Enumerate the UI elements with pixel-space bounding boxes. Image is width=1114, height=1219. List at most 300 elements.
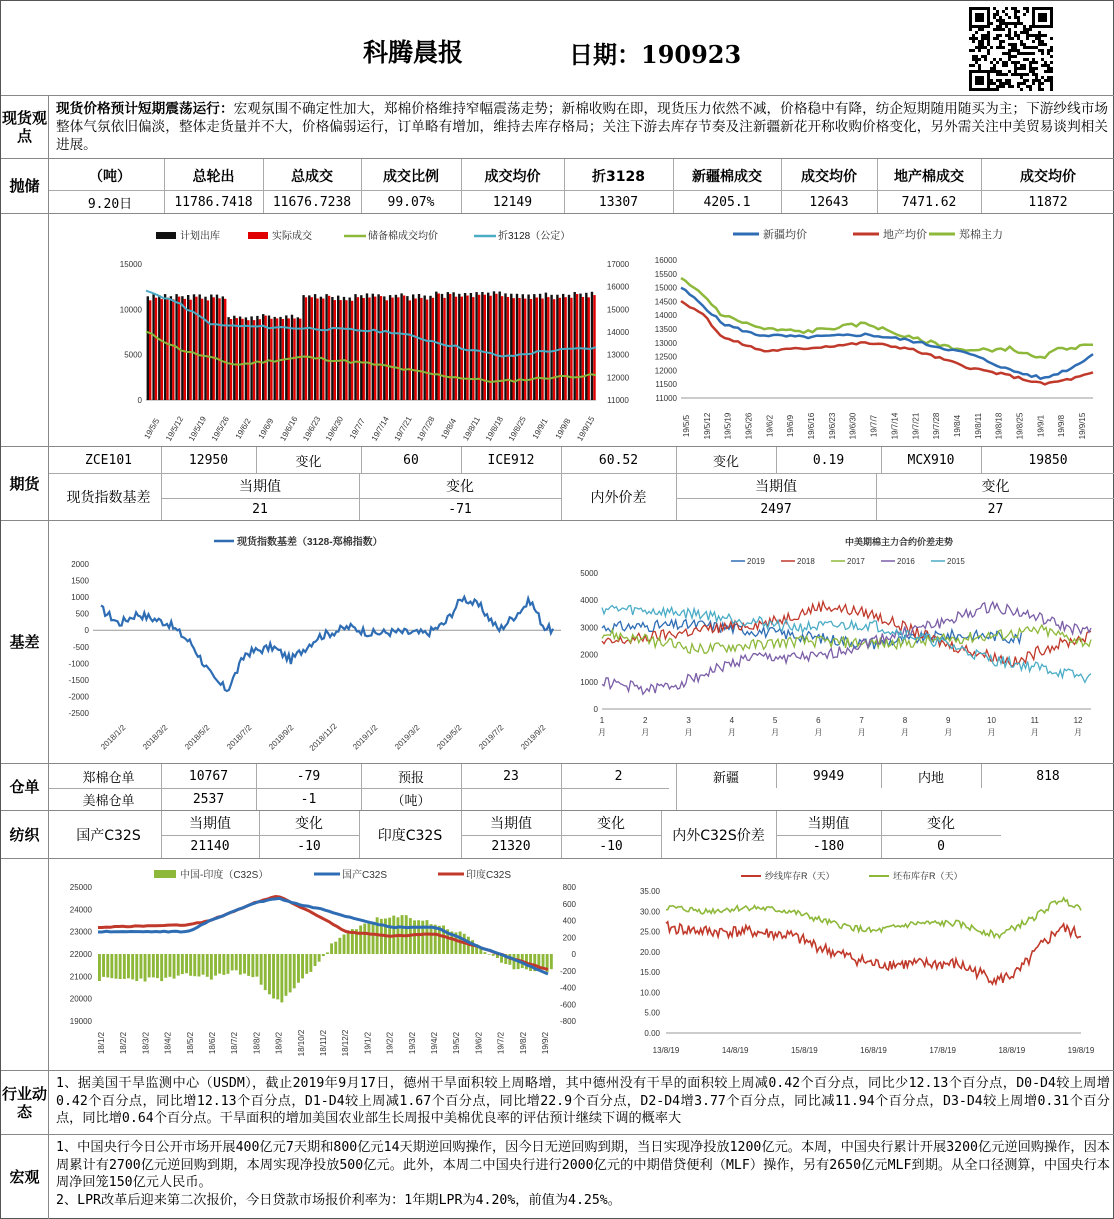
bar-deal bbox=[299, 319, 301, 400]
bar-plan bbox=[170, 296, 172, 400]
y-tick: 13000 bbox=[654, 338, 677, 348]
bar-diff bbox=[272, 954, 275, 999]
bar-diff bbox=[256, 954, 259, 977]
divider bbox=[561, 447, 562, 473]
y-tick: 0 bbox=[593, 705, 598, 714]
bar-diff bbox=[181, 954, 184, 974]
bar-plan bbox=[585, 293, 587, 400]
x-tick: 8 bbox=[902, 716, 908, 725]
x-tick: 19/8/2 bbox=[518, 1031, 528, 1055]
bar-deal bbox=[253, 320, 255, 400]
bar-deal bbox=[201, 299, 203, 400]
bar-plan bbox=[233, 316, 235, 400]
divider bbox=[981, 764, 982, 788]
macro-text bbox=[56, 1139, 1110, 1209]
futures-row2-0: 现货指数基差 bbox=[66, 490, 151, 506]
bar-deal bbox=[311, 297, 313, 400]
x-tick: 19/6/16 bbox=[278, 414, 300, 443]
bar-plan bbox=[406, 296, 408, 400]
bar-diff bbox=[193, 954, 196, 976]
x-tick: 19/2/2 bbox=[385, 1031, 395, 1055]
y-tick: 3000 bbox=[580, 623, 598, 633]
bar-diff bbox=[222, 954, 225, 975]
auction-header-6: 新疆棉成交 bbox=[692, 169, 762, 185]
bar-diff bbox=[202, 954, 205, 975]
warehouse-row1-5: 2 bbox=[614, 768, 623, 784]
bar-plan bbox=[325, 294, 327, 400]
bar-plan bbox=[550, 295, 552, 400]
bar-deal bbox=[334, 300, 336, 400]
textile-cur-label-0: 当期值 bbox=[189, 816, 231, 832]
bar-diff bbox=[98, 954, 101, 981]
divider bbox=[661, 811, 662, 858]
textile-section bbox=[1, 811, 1114, 859]
x-tick: 2019/9/2 bbox=[519, 723, 548, 752]
report-title: 科腾晨报 bbox=[363, 38, 464, 67]
y-left-tick: 23000 bbox=[69, 927, 92, 937]
x-tick: 18/6/2 bbox=[208, 1031, 217, 1055]
y-right-tick: 400 bbox=[562, 916, 576, 926]
warehouse-label: 仓单 bbox=[1, 764, 49, 810]
spot-section bbox=[1, 96, 1114, 159]
x-tick: 19/6/2 bbox=[474, 1031, 484, 1055]
divider bbox=[776, 447, 777, 473]
bar-plan bbox=[372, 294, 374, 400]
bar-diff bbox=[251, 954, 254, 977]
futures-row1-9: 19850 bbox=[1028, 452, 1068, 468]
bar-plan bbox=[354, 294, 356, 400]
y-left-tick: 19000 bbox=[69, 1017, 92, 1026]
divider bbox=[881, 447, 882, 473]
x-tick-unit: 月 bbox=[987, 728, 996, 737]
textile-chg-label-1: 变化 bbox=[597, 816, 625, 832]
bar-diff bbox=[542, 954, 545, 968]
bar-plan bbox=[193, 294, 195, 400]
y-tick: 12000 bbox=[654, 366, 677, 376]
legend-label-1: 坯布库存R（天） bbox=[893, 871, 963, 881]
x-tick: 2 bbox=[643, 716, 648, 725]
bar-deal bbox=[363, 298, 365, 400]
auction-header-1: 总轮出 bbox=[192, 169, 235, 185]
x-tick: 19/6/23 bbox=[827, 412, 837, 440]
auction-value-3: 99.07% bbox=[387, 194, 435, 210]
bar-deal bbox=[466, 296, 468, 401]
auction-section bbox=[1, 159, 1114, 214]
header bbox=[1, 1, 1114, 96]
bar-deal bbox=[241, 319, 243, 400]
bar-plan bbox=[210, 295, 212, 401]
y-tick: 15.00 bbox=[639, 968, 660, 978]
spot-body: 宏观氛围不确定性加大，郑棉价格维持窄幅震荡走势；新棉收购在即，现货压力依然不减，价格稳中有降，纺企短期随用随买为主；下游纱线市场整体气氛依旧偏淡，整体走货量并不大，价格偏弱运行，订单略有增加，维持去库存格局；关注下游去库存节奏及注新疆新花开称收购价格变化，另外需关注中美贸易谈判相关进展。 bbox=[56, 101, 1108, 153]
bar-diff bbox=[123, 954, 126, 979]
bar-deal bbox=[213, 297, 215, 400]
x-tick: 19/6/9 bbox=[786, 414, 796, 438]
bar-plan bbox=[199, 294, 201, 400]
x-tick: 18/9/2 bbox=[274, 1031, 284, 1055]
basis-chart bbox=[56, 529, 566, 761]
bar-diff bbox=[239, 954, 242, 975]
bar-diff bbox=[198, 954, 201, 977]
bar-deal bbox=[547, 297, 549, 400]
divider bbox=[361, 447, 362, 473]
auction-value-0: 9.20日 bbox=[87, 196, 133, 212]
bar-plan bbox=[516, 294, 518, 400]
bar-plan bbox=[591, 292, 593, 400]
legend-swatch bbox=[156, 232, 176, 239]
bar-plan bbox=[545, 293, 547, 400]
x-tick: 19/7/14 bbox=[890, 412, 900, 440]
bar-plan bbox=[470, 293, 472, 400]
y-left-tick: 0 bbox=[137, 396, 142, 405]
divider bbox=[561, 788, 562, 810]
bar-diff bbox=[268, 954, 271, 994]
bar-deal bbox=[316, 299, 318, 401]
x-tick: 18/12/2 bbox=[341, 1029, 351, 1057]
divider bbox=[461, 835, 661, 836]
divider bbox=[673, 159, 674, 213]
y-tick: 0 bbox=[84, 626, 89, 636]
auction-value-8: 7471.62 bbox=[901, 194, 957, 210]
divider bbox=[256, 764, 257, 788]
basis-label: 基差 bbox=[1, 521, 49, 763]
legend-label-2: 储备棉成交均价 bbox=[368, 231, 438, 242]
bar-diff bbox=[285, 954, 288, 996]
bar-diff bbox=[189, 954, 192, 976]
textile-name-2: 内外C32S价差 bbox=[672, 827, 765, 844]
x-tick: 18/4/2 bbox=[163, 1031, 173, 1055]
warehouse-row1-7: 9949 bbox=[812, 768, 845, 784]
bar-diff bbox=[177, 954, 180, 976]
y-left-tick: 5000 bbox=[124, 350, 142, 360]
x-tick-unit: 月 bbox=[814, 728, 823, 737]
y-left-tick: 21000 bbox=[69, 972, 92, 982]
textile-name-0: 国产C32S bbox=[76, 827, 141, 844]
futures-row2-5: 变化 bbox=[981, 479, 1010, 495]
y-tick: 5.00 bbox=[644, 1008, 660, 1018]
textile-name-1: 印度C32S bbox=[377, 827, 443, 844]
bar-deal bbox=[495, 294, 497, 400]
futures-row3-0: 21 bbox=[252, 501, 268, 517]
auction-value-2: 11676.7238 bbox=[272, 194, 352, 210]
x-tick: 2018/11/2 bbox=[307, 721, 339, 753]
bar-deal bbox=[576, 294, 578, 400]
y-tick: 30.00 bbox=[639, 907, 660, 917]
divider bbox=[981, 447, 982, 473]
bar-deal bbox=[524, 299, 526, 400]
bar-deal bbox=[530, 299, 532, 400]
bar-plan bbox=[245, 317, 247, 400]
auction-header-8: 地产棉成交 bbox=[894, 169, 964, 185]
warehouse-section bbox=[1, 764, 1114, 811]
textile-cur-label-2: 当期值 bbox=[807, 816, 850, 832]
bar-deal bbox=[536, 298, 538, 401]
bar-diff bbox=[289, 954, 292, 992]
futures-row1-2: 变化 bbox=[295, 454, 322, 470]
bar-deal bbox=[414, 299, 416, 401]
bar-plan bbox=[412, 294, 414, 400]
y-tick: -2000 bbox=[68, 692, 89, 702]
bar-diff bbox=[140, 954, 143, 979]
warehouse-row1-8: 内地 bbox=[917, 770, 944, 786]
bar-deal bbox=[501, 296, 503, 400]
y-tick: 12500 bbox=[654, 352, 677, 362]
bar-diff bbox=[110, 954, 113, 978]
x-tick-unit: 月 bbox=[598, 728, 606, 737]
bar-diff bbox=[550, 954, 553, 969]
bar-deal bbox=[236, 318, 238, 400]
y-right-tick: 0 bbox=[571, 950, 576, 959]
x-tick: 2018/9/2 bbox=[267, 723, 296, 752]
bar-deal bbox=[189, 300, 191, 400]
bar-deal bbox=[184, 299, 186, 400]
y-tick: -500 bbox=[72, 642, 89, 652]
chart-row-1 bbox=[1, 214, 1114, 447]
bar-plan bbox=[579, 294, 581, 400]
divider bbox=[676, 447, 677, 473]
bar-diff bbox=[115, 954, 118, 979]
bar-deal bbox=[166, 298, 168, 401]
bar-plan bbox=[308, 295, 310, 400]
y-right-tick: -800 bbox=[559, 1017, 576, 1026]
y-tick: 1500 bbox=[71, 576, 89, 586]
bar-diff bbox=[297, 954, 300, 983]
x-tick: 19/9/8 bbox=[1057, 414, 1067, 438]
bar-diff bbox=[173, 954, 176, 979]
bar-diff bbox=[169, 954, 172, 977]
futures-row3-1: -71 bbox=[448, 501, 472, 517]
x-tick: 7 bbox=[859, 716, 864, 725]
futures-row1-5: 60.52 bbox=[598, 452, 639, 468]
bar-plan bbox=[424, 296, 426, 401]
yarn-price-chart bbox=[56, 865, 596, 1070]
x-tick-unit: 月 bbox=[771, 728, 780, 737]
legend-label-1: 国产C32S bbox=[342, 870, 388, 881]
bar-plan bbox=[147, 296, 149, 400]
auction-value-7: 12643 bbox=[809, 194, 849, 210]
x-tick: 19/3/2 bbox=[407, 1031, 417, 1055]
auction-header-2: 总成交 bbox=[291, 169, 333, 185]
x-tick-unit: 月 bbox=[1074, 728, 1083, 737]
y-left-tick: 15000 bbox=[119, 260, 142, 269]
divider bbox=[361, 788, 362, 810]
x-tick: 19/6/23 bbox=[301, 414, 323, 443]
x-tick: 14/8/19 bbox=[721, 1046, 749, 1055]
bar-diff bbox=[309, 954, 312, 972]
bar-diff bbox=[135, 954, 138, 981]
bar-plan bbox=[400, 293, 402, 400]
bar-deal bbox=[455, 297, 457, 400]
bar-plan bbox=[562, 294, 564, 400]
x-tick: 19/5/2 bbox=[452, 1031, 462, 1055]
x-tick: 2018/7/2 bbox=[225, 723, 254, 752]
bar-plan bbox=[366, 293, 368, 400]
divider bbox=[161, 835, 359, 836]
y-right-tick: 800 bbox=[562, 883, 576, 892]
bar-deal bbox=[149, 300, 151, 400]
divider bbox=[564, 159, 565, 213]
legend-label-0: 中国-印度（C32S） bbox=[180, 870, 269, 881]
bar-diff bbox=[148, 954, 151, 977]
warehouse-row2-2: -1 bbox=[300, 791, 317, 807]
macro-section bbox=[1, 1135, 1114, 1219]
bar-diff bbox=[314, 954, 317, 966]
futures-section bbox=[1, 447, 1114, 521]
y-tick: -1500 bbox=[68, 675, 89, 685]
x-tick: 19/7/28 bbox=[415, 414, 437, 443]
bar-plan bbox=[504, 293, 506, 400]
x-tick: 18/8/2 bbox=[252, 1031, 262, 1055]
x-tick: 19/5/19 bbox=[186, 414, 209, 443]
auction-header-9: 成交均价 bbox=[1020, 169, 1076, 185]
y-tick: 15000 bbox=[654, 283, 677, 293]
x-tick: 2018/3/2 bbox=[141, 723, 170, 752]
bar-diff bbox=[144, 954, 147, 982]
bar-plan bbox=[256, 316, 258, 400]
y-tick: 11500 bbox=[655, 380, 677, 390]
qr-code-icon bbox=[955, 7, 1067, 91]
x-tick: 19/7/21 bbox=[392, 414, 414, 443]
y-tick: -1000 bbox=[68, 659, 89, 669]
divider bbox=[49, 190, 1114, 191]
x-tick: 19/7/21 bbox=[911, 412, 921, 440]
x-tick: 19/8/18 bbox=[483, 414, 506, 443]
warehouse-row1-6: 新疆 bbox=[712, 770, 739, 786]
x-tick: 19/9/15 bbox=[575, 414, 597, 443]
bar-deal bbox=[339, 300, 341, 400]
bar-diff bbox=[156, 954, 159, 978]
sino-us-spread-chart bbox=[569, 529, 1104, 761]
y-right-tick: 16000 bbox=[606, 282, 630, 292]
bar-diff bbox=[243, 954, 246, 974]
bar-deal bbox=[432, 298, 434, 400]
bar-plan bbox=[239, 317, 241, 401]
y-tick: 11000 bbox=[655, 394, 677, 403]
series-grey-cloth bbox=[666, 898, 1081, 938]
warehouse-row2-1: 2537 bbox=[192, 791, 225, 807]
bar-diff bbox=[185, 954, 188, 973]
futures-row2-1: 当期值 bbox=[239, 479, 281, 495]
divider bbox=[164, 159, 165, 213]
x-tick: 3 bbox=[686, 716, 691, 725]
bar-plan bbox=[337, 296, 339, 400]
bar-plan bbox=[533, 294, 535, 400]
bar-deal bbox=[391, 298, 393, 400]
chart-row-3-label bbox=[1, 859, 49, 1070]
legend-label-2: 郑棉主力 bbox=[959, 229, 1003, 241]
bar-deal bbox=[351, 301, 353, 400]
divider bbox=[676, 788, 677, 810]
bar-deal bbox=[472, 297, 474, 400]
futures-label: 期货 bbox=[1, 447, 49, 520]
bar-diff bbox=[301, 954, 304, 978]
bar-diff bbox=[372, 922, 375, 954]
macro-label: 宏观 bbox=[1, 1135, 49, 1219]
futures-row1-6: 变化 bbox=[712, 454, 739, 470]
y-left-tick: 24000 bbox=[69, 905, 92, 915]
warehouse-row1-0: 郑棉仓单 bbox=[82, 770, 135, 786]
x-tick: 18/8/19 bbox=[998, 1046, 1026, 1055]
bar-diff bbox=[293, 954, 296, 988]
bar-plan bbox=[320, 297, 322, 400]
x-tick: 16/8/19 bbox=[860, 1046, 887, 1055]
chart-title: 中美期棉主力合约价差走势 bbox=[844, 537, 954, 547]
bar-plan bbox=[279, 317, 281, 400]
x-tick: 19/8/18 bbox=[994, 412, 1004, 440]
bar-deal bbox=[345, 300, 347, 400]
bar-diff bbox=[322, 954, 325, 956]
bar-plan bbox=[539, 294, 541, 400]
spot-headline: 现货价格预计短期震荡运行： bbox=[56, 101, 234, 117]
bar-plan bbox=[377, 294, 379, 400]
legend-label-1: 2018 bbox=[797, 557, 815, 566]
bar-deal bbox=[161, 299, 163, 400]
bar-plan bbox=[568, 295, 570, 400]
bar-plan bbox=[314, 294, 316, 400]
bar-diff bbox=[343, 935, 346, 955]
auction-value-6: 4205.1 bbox=[703, 194, 751, 210]
divider bbox=[561, 473, 562, 520]
bar-diff bbox=[326, 952, 329, 954]
bar-plan bbox=[250, 316, 252, 400]
y-left-tick: 22000 bbox=[69, 950, 92, 959]
divider bbox=[461, 788, 462, 810]
x-tick: 19/6/9 bbox=[256, 416, 276, 441]
y-tick: 5000 bbox=[580, 569, 598, 578]
bar-diff bbox=[280, 954, 283, 1002]
industry-section bbox=[1, 1071, 1114, 1135]
divider bbox=[361, 764, 362, 788]
spot-label: 现货观点 bbox=[1, 96, 49, 158]
x-tick: 19/9/2 bbox=[541, 1031, 550, 1055]
bar-diff bbox=[318, 954, 321, 962]
x-tick: 19/8/19 bbox=[1067, 1046, 1095, 1055]
auction-header-5: 折3128 bbox=[592, 169, 645, 185]
divider bbox=[877, 159, 878, 213]
legend-label-2: 2017 bbox=[847, 557, 865, 566]
x-tick: 12 bbox=[1073, 716, 1083, 725]
macro-para-1: 1、中国央行今日公开市场开展400亿元7天期和800亿元14天期逆回购操作，因今日无逆回购到期，当日实现净投放1200亿元。本周，中国央行累计开展3200亿元逆回购操作，因本周累计有2700亿元逆回购到期，本周实现净投放500亿元。此外，本周二中国央行进行2000亿元的中期借贷便利（MLF）操作，另有2650亿元MLF到期。从全口径测算，中国央行本周净回笼150亿元人民币。 bbox=[56, 1140, 1110, 1190]
auction-label: 抛储 bbox=[1, 159, 49, 213]
divider bbox=[781, 159, 782, 213]
bar-deal bbox=[420, 298, 422, 400]
textile-chg-value-1: -10 bbox=[599, 839, 623, 854]
bar-diff bbox=[338, 938, 341, 954]
bar-plan bbox=[418, 294, 420, 400]
y-left-tick: 20000 bbox=[69, 994, 92, 1004]
textile-cur-value-2: -180 bbox=[812, 839, 845, 854]
y-tick: 25.00 bbox=[639, 927, 660, 937]
bar-plan bbox=[487, 293, 489, 400]
bar-deal bbox=[224, 299, 226, 400]
legend-label-1: 实际成交 bbox=[272, 231, 312, 242]
bar-plan bbox=[302, 295, 304, 400]
legend-label-0: 计划出库 bbox=[180, 231, 220, 242]
bar-deal bbox=[322, 299, 324, 401]
futures-row1-8: MCX910 bbox=[907, 452, 955, 468]
futures-row1-3: 60 bbox=[403, 452, 419, 468]
warehouse-row1-2: -79 bbox=[296, 768, 321, 784]
x-tick-unit: 月 bbox=[900, 728, 909, 737]
bar-diff bbox=[359, 926, 362, 955]
bar-deal bbox=[478, 295, 480, 400]
bar-deal bbox=[259, 319, 261, 400]
textile-chg-value-0: -10 bbox=[297, 839, 321, 854]
futures-row2-4: 当期值 bbox=[755, 479, 797, 495]
x-tick: 19/8/11 bbox=[973, 412, 983, 440]
x-tick: 5 bbox=[772, 716, 778, 725]
bar-diff bbox=[210, 954, 213, 980]
x-tick: 19/8/25 bbox=[506, 414, 528, 443]
